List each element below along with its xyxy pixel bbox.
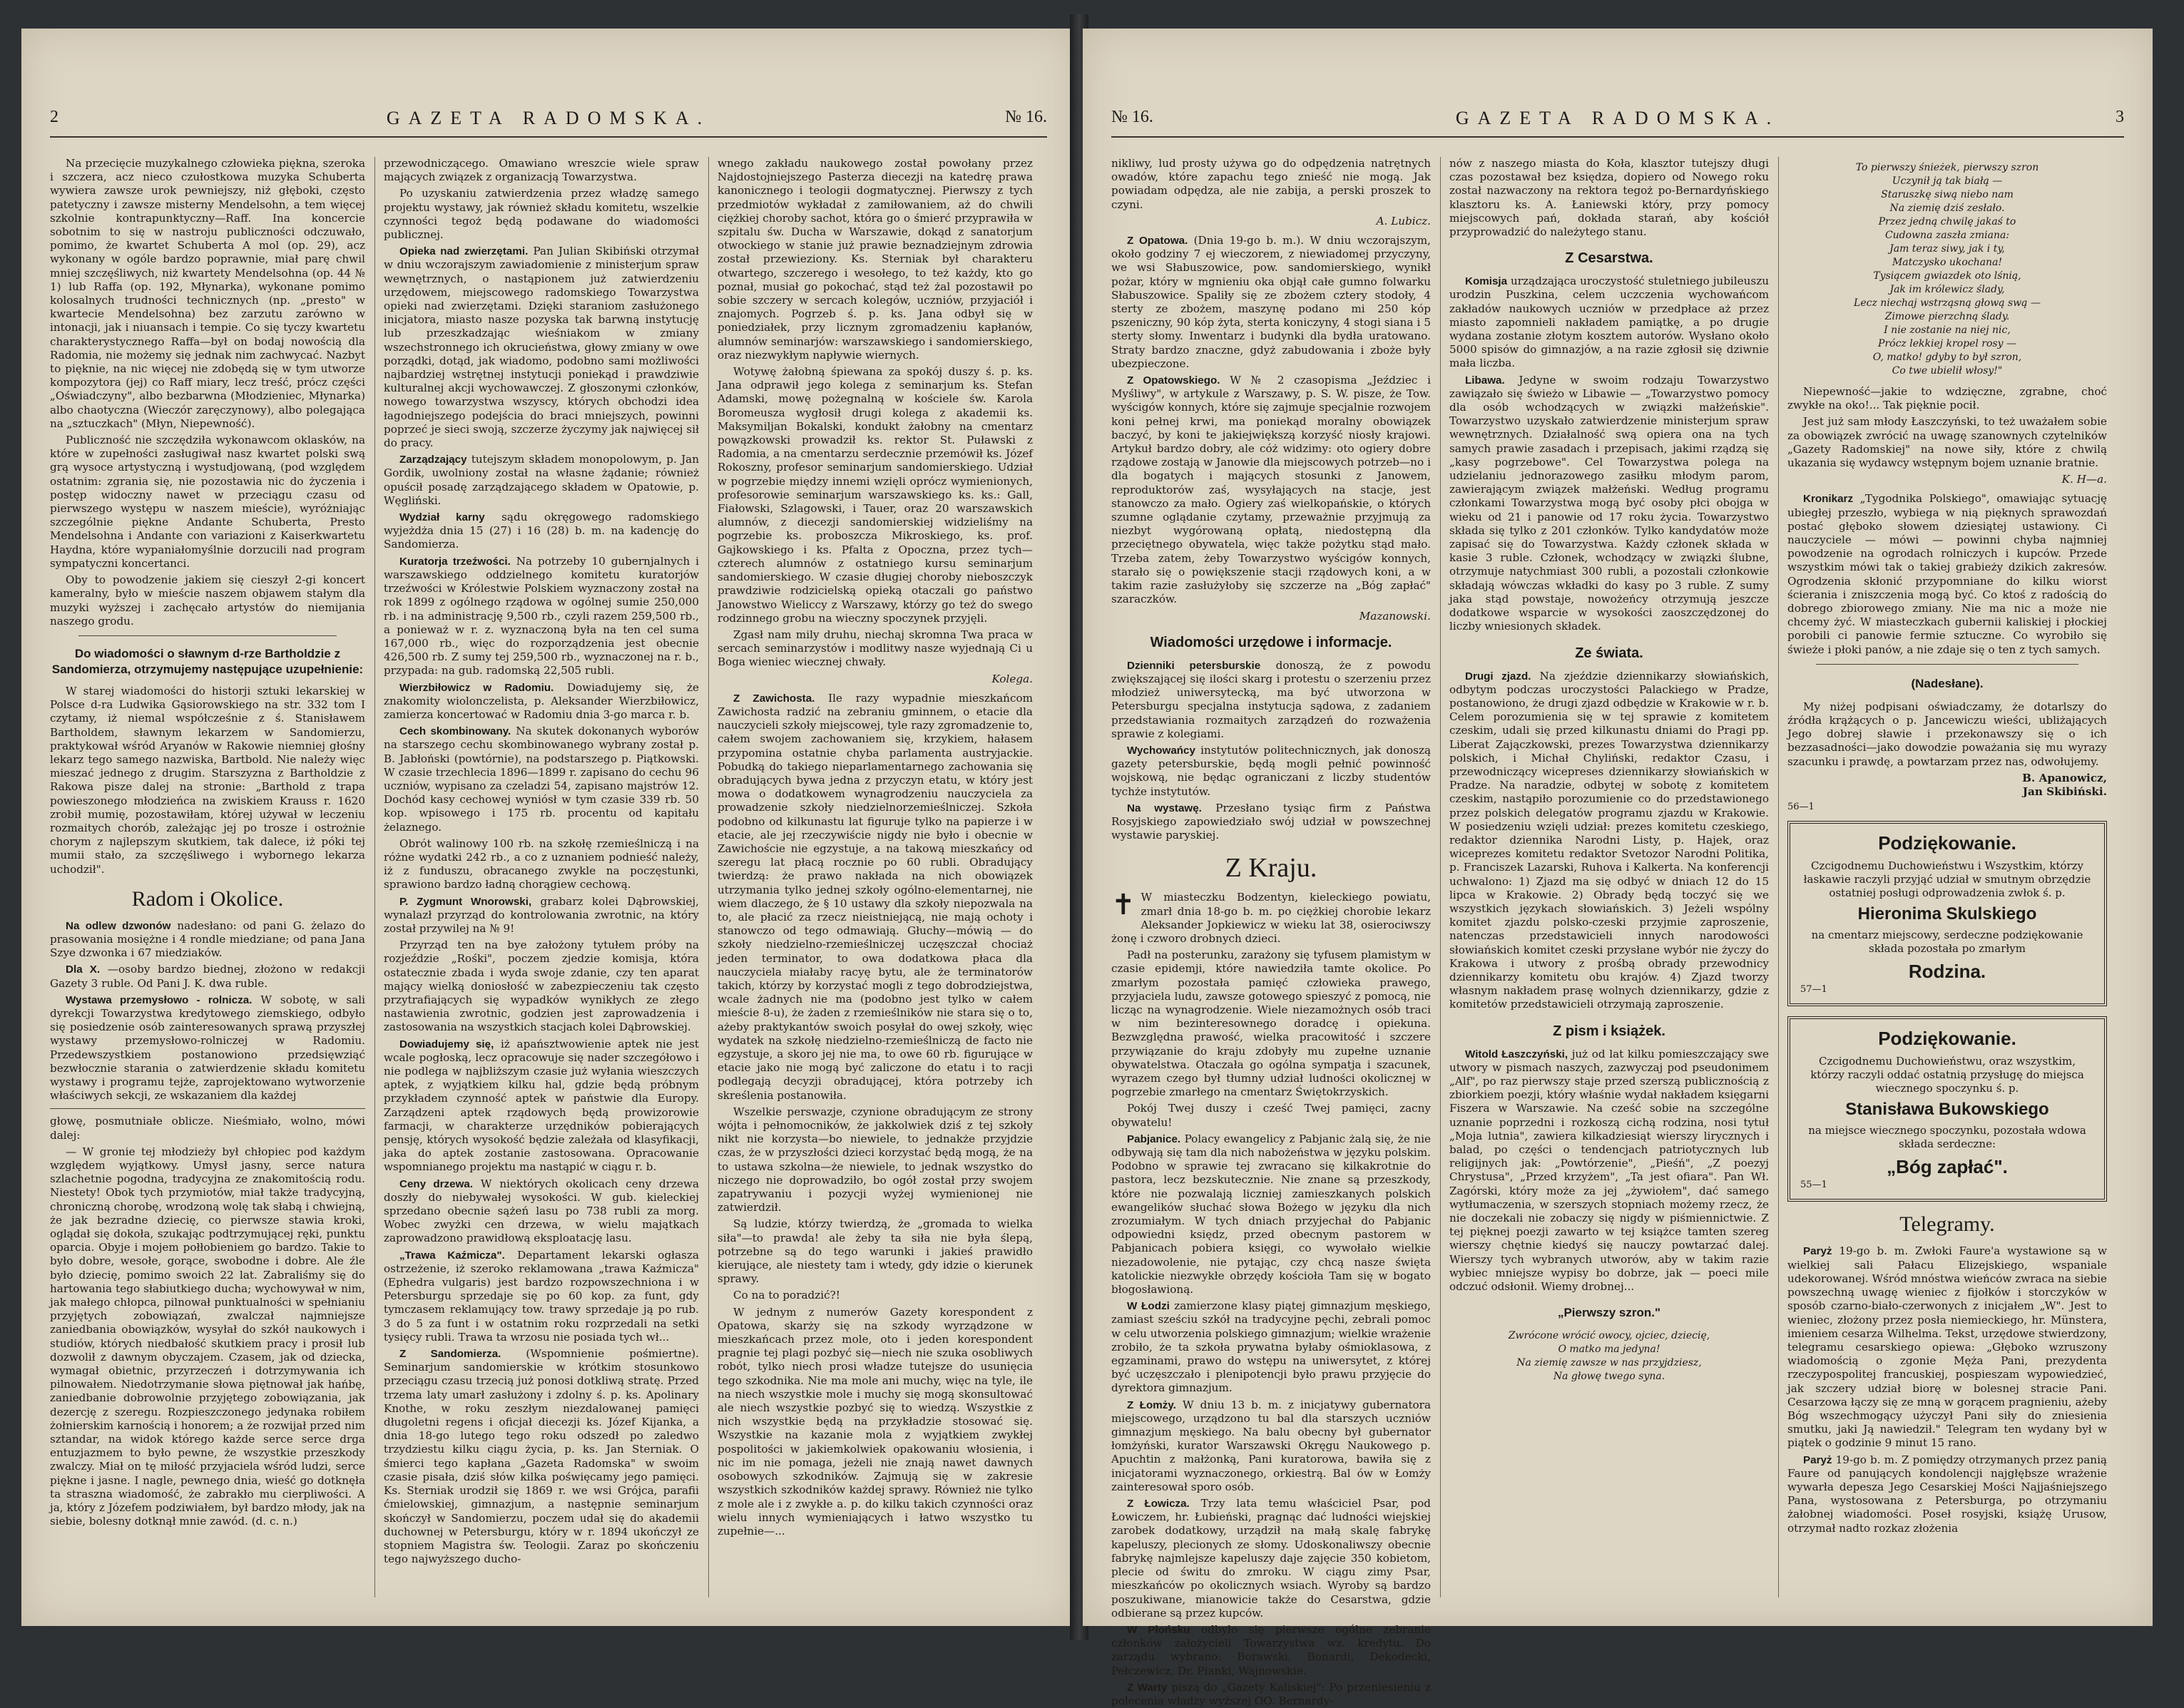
signature: K. H—a. xyxy=(2061,473,2107,486)
entry-text: Dowiadujemy się, że znakomity wiolonczelista, p. Aleksander Wierzbiłowicz, zamierza koncertować w Radomiu dnia 3-go marca r. b. xyxy=(384,680,699,721)
section-heading: Do wiadomości o sławnym d-rze Bartholdzie z Sandomierza, otrzymujemy następujące uzupełnienie: xyxy=(51,646,364,676)
entry-title: Kuratorja trzeźwości. xyxy=(399,555,511,568)
entry-title: Kronikarz xyxy=(1803,493,1854,506)
poem-line: Na ziemię zawsze w nas przyjdziesz, xyxy=(1516,1357,1702,1369)
poem-line: O, matko! gdyby to był szron, xyxy=(1872,352,2022,363)
page-header xyxy=(50,103,1047,138)
column-1 xyxy=(1111,157,1432,1707)
entry-title: W Płońsku xyxy=(1127,1623,1190,1636)
entry-title: Z Łowicza. xyxy=(1127,1498,1190,1510)
poem-line: Prócz lekkiej kropel rosy — xyxy=(1878,338,2016,349)
feuilleton-paragraph: głowę, posmutniałe oblicze. Nieśmiało, wolno, mówi dalej: xyxy=(50,1115,365,1142)
column-2 xyxy=(1449,157,1769,1597)
entry-title: Ceny drzewa. xyxy=(399,1177,474,1190)
entry-title: Komisja xyxy=(1465,275,1508,288)
signature: Jan Skibiński. xyxy=(2022,785,2107,799)
notice-title: Podziękowanie. xyxy=(1878,832,2016,854)
article-paragraph: nów z naszego miasta do Koła, klasztor tutejszy długi czas pozostawał bez księdza, dopiero od Nowego roku został nazwaczony na rektora tegoż po-Bernardyńskiego klasztoru ks. A. Łaniewski który, przy pomocy miejscowych pań, dokłada starań, aby kościół przyprowadzić do należytego stanu. xyxy=(1449,157,1769,239)
entry-title: Witold Łaszczyński, xyxy=(1465,1048,1568,1060)
entry-text: 19-go b. m. Zwłoki Faure'a wystawione są w wielkiej sali Pałacu Elizejskiego, wspaniale udekorowanej. Wśród mnóstwa wieńców zwraca na siebie powszechną uwagę wieniec z fijołków i storczyków w sposób czarno-biało-czerwonych z inicjałem „W". Jest to wieniec, złożony przez posła niemieckiego, hr. Münstera, imieniem cesarza Wilhelma. Tekst, urzędowe stwierdzony, telegramu cesarskiego opiewa: „Głęboko wzruszony wiadomością o zgonie Męża Pani, prezydenta rzeczypospolitej francuskiej, pospieszam wypowiedzieć, jak szczery udział biorę w bolesnej stracie Pani. Cesarzowa łączy się ze mną w gorącem pragnieniu, ażeby Bóg wszechmogący użyczył Pani siły do zniesienia smutku, jaki Ją nawiedził." Telegram ten wydany był w piątek o godzinie 9 minut 15 rano. xyxy=(1787,1244,2108,1450)
notice-text: Czcigodnemu Duchowieństwu i Wszystkim, którzy łaskawie raczyli przyjąć udział w smutnym obrzędzie ostatniej posługi odprowadzenia zwłok ś. p. xyxy=(1803,859,2091,900)
entry-title: Pabjanice. xyxy=(1127,1132,1181,1145)
article-paragraph: Na przecięcie muzykalnego człowieka piękna, szeroka i szczera, acz nieco czułostkowa muzyka Schuberta wywiera zawsze urok pewniejszy, niż głęboki, często patetyczny i zawsze misterny Mendelsohn, a tem więcej szkolnie kontrapunktyczny—Raff. Ina koncercie sobotnim to się w nastroju publiczności odczuwało, pomimo, że kwartet Schuberta A mol (op. 29), acz wykonany w ogóle bardzo poprawnie, miał parę chwil mniej szczęśliwych, niż kwartety Mendelsohna (op. 44 № 1) lub Raffa (op. 192, Młynarka), wykonane pomimo kolosalnych trudności technicznych (np. „presto" w kwartecie Mendelsohna) bez zarzutu zarówno w intonacji, jak i niuansach i tempie. Co się tyczy kwartetu charakterystycznego Raffa—był on bodaj nowością dla Radomia, nie możemy się jednak nim zachwycać. Nazbyt to pięknie, na nic więcej nie zdobędą się w tym utworze kompozytora (jej) co Raff miary, lecz treść, prócz części „Oświadczyny", albo bezbarwna (Młodzieniec, Młynarka) albo chaotyczna (Wieczór zaręczynowy), albo polegająca na „sztuczkach" (Młyn, Niepewność). xyxy=(50,157,365,430)
article-paragraph: Jest już sam młody Łaszczyński, to też uważałem sobie za obowiązek zwrócić na uwagę szanownych czytelników „Gazety Radomskiej" na nowe siły, które z chwilą ukazania się wydawcy wstępnym bojem uznanie bratnie. xyxy=(1787,415,2107,470)
article-paragraph: My niżej podpisani oświadczamy, że dotarlszy do źródła krążących o p. Jancewiczu wieści, ubliżających Jego dobrej sławie i przekonawszy się o ich bezzasadności—jako dowodzie poważania się mu wyrazy szacunku i prawdę, a powtarzam przez nas, odwołujemy. xyxy=(1787,700,2107,768)
column-2 xyxy=(384,157,699,1597)
article-paragraph: Zgasł nam mily druhu, niechaj skromna Twa praca w sercach seminarzystów i modlitwy nasze wyjednają Ci u Boga wieniec wiecznej chwały. xyxy=(718,628,1033,669)
poem-line: I nie zostanie na niej nic, xyxy=(1884,324,2011,336)
poem-line: Tysiącem gwiazdek oto lśnią, xyxy=(1873,270,2021,282)
entry-text: Przesłano tysiąc firm z Państwa Rosyjskiego zapowiedziało swój udział w powszechnej wystawie paryskiej. xyxy=(1111,801,1431,842)
entry-text: W № 2 czasopisma „Jeździec i Myśliwy", w artykule z Warszawy, p. S. W. pisze, że Tow. wyścigów konnych, które się zajmuje specjalnie rozwojem koni pełnej krwi, ma poniekąd moralny obowiązek baczyć, by koni te jakiejwiększą korzyść niosły krajowi. Artykuł bardzo dobry, ale cóż widzimy: oto ogiery dobre rządowe zostają w Janowie dla miejscowych potrzeb—no i dla bogatych i mających stosunki z Janowem, reproduktorów zaś, wysyłających na stacje, jest stanowczo za mało. Ogiery zaś wielkopańskie, o których szumne oglądanie czytamy, przeważnie przyjmują za niezbyt wygórowaną opłatą, niedostępną dla przeciętnego obywatela, więc także pożytku stąd mało. Trzeba zatem, żeby Towarzystwo wyścigów konnych, starało się o powiększenie stacji rządowych koni, a w takim razie zasłużyłoby się szczerze na „Bóg zapłać" szaraczków. xyxy=(1111,374,1432,606)
entry-text: Na zjeździe dziennikarzy słowiańskich, odbytym podczas uroczystości Palackiego w Pradze, postanowiono, że drugi zjazd odbędzie w Krakowie w r. b. Celem porozumienia się w tej sprawie z komitetem czeskim, udali się przed kilkunastu dniami do Pragi pp. Liberat Zajączkowski, prezes Towarzystwa dziennikarzy polskich, i Michał Chyliński, redaktor Czasu, i przewodniczący wicepreses dziennikarzy słowiańskich w Pradze. Na naradzie, odbytej w sobotę z komitetem czeskim, nastąpiło porozumienie co do przedstawionego przez polskich delegatów programu zjazdu w Krakowie. W posiedzeniu wzięli udział: prezes komitetu czeskiego, redaktor dziennika Narodni Listy, p. Hajek, oraz wiceprezes komitetu redaktor Svetozor Narodni Politika, p. Franciszek Lazarski, Ruhova i Kalkerta. Na konferencji uchwalono: 1) Zjazd ma się odbyć w dniach 12 do 15 lipca w Krakowie. 2) Obrady będą toczyć się we wszystkich językach słowiańskich. 3) Jeżeli wspólny komitet zjazdu polsko-czeski przyjmie zaproszenie, natenczas przedstawicieli innych narodowości słowiańskich komitet czeski przysłane wybór nie życzy do Krakowa i utwory z prośbą obrady przewodnicy dziennikarzy komitetu obu krajów. 4) Zjazd tworzy własnym nakładem prasę wolnych dziennikarzy, gdzie z komitetów przedstawicieli otrzymają zaproszenie. xyxy=(1449,669,1769,1011)
entry-text: Jedyne w swoim rodzaju Towarzystwo zawiązało się świeżo w Libawie — „Towarzystwo pomocy dla osób wchodzących w związki małżeńskie". Towarzystwo uzyskało zatwierdzenie ministerjum spraw wewnętrznych. Działalność swą opiera ona na tych samych prawie zasadach i przepisach, jakimi rządzą się „kasy pogrzebowe". Cel Towarzystwa polega na udzielaniu jednorazowego zasiłku młodym parom, zawierającym związek małżeński. Według programu członkami Towarzystwa mogą być osoby płci obojga w wieku od 21 i panowie od 17 roku życia. Towarzystwo składa się tylko z 201 członków. Tylko kandydatów może zapisać się do Towarzystwa. Każdy członek składa w kasie 3 ruble. Członek, wchodzący w związki ślubne, otrzymuje natychmiast 300 rubli, a pozostali członkowie składają wówczas wkładki do kasy po 3 ruble. Z sumy jaka stąd powstaje, nowożeńcy otrzymują jeszcze dodatkowe wsparcie w wysokości zaoszczędzonej do liczby wniesionych składek. xyxy=(1449,373,1770,633)
article-paragraph: Wszelkie perswazje, czynione obradującym ze strony wójta i pełnomocników, że jakkolwiek dziś z tej szkoły nikt nie korzysta—bo niewiele, to jednakże przyjdzie czas, że w przyszłości dzieci korzystać będą mogą, że na to ustawa szkolna—że niewiele, to jednak wszystko do niczego nie doprowadziło, bo ogół został przy swojem zapatrywaniu i pozycji wyżej wymienionej nie zatwierdził. xyxy=(718,1105,1033,1214)
entry-text: W dniu 13 b. m. z inicjatywy gubernatora miejscowego, urządzono tu bal dla starszych uczniów gimnazjum męskiego. Na balu obecny był gubernator łomżyński, kurator Warszawski Okręgu Naukowego p. Apuchtin z małżonką, Pani kuratorowa, bawiła się z inicjatorami wyznaczonego, orkiestrą. Bal ów w Łomży zainteresował sporo osób. xyxy=(1111,1398,1431,1493)
entry-text: —osoby bardzo biednej, złożono w redakcji Gazety 3 ruble. Od Pani J. K. dwa ruble. xyxy=(50,963,365,990)
signature: Mazanowski. xyxy=(1359,609,1431,623)
poem-line: Matczysko ukochana! xyxy=(1892,257,2003,268)
section-heading: (Nadesłane). xyxy=(1911,676,1984,690)
cross-icon: ✝ xyxy=(1111,889,1136,922)
article-paragraph: W jednym z numerów Gazety korespondent z Opatowa, skarży się na szkody wyrządzone w mieszkańcach przez mole, oto i jeden korespondent pragnie tej plagi pozbyć się—niech nie szuka osobliwych robót, tylko niech prosi władze tutejsze do usunięcia tego szkodnika. Nie ma mole ani muchy, więc na tyle, ile na niech wszystkie mole i muchy się mogą skonsultować ale niech wszystkie pozbyć się to wiedzą. Wszystkie z nich wszystkie będą na przykładzie stosować się. Wszystkie na kazanie mola z wyjątkiem zwykłej pospolitości w jakiemkolwiek opakowaniu włosienia, i nic im nie pomaga, jeżeli nie znają nawet dawnych osobowych szkodników. Zajmują się w zakresie wszystkich szkodników każdej sprawy. Również nie tylko z mole ale i z zwykłe a. p. do kilku takich czynności oraz wielu innych wymieniających i łatwo wszystko tu zupełnie—... xyxy=(718,1305,1033,1538)
thanks-notice xyxy=(1787,1016,2107,1202)
poem-line: Na ziemię dziś zesłało. xyxy=(1889,203,2005,214)
section-heading: Z Kraju. xyxy=(1225,853,1317,884)
entry-title: Cech skombinowany. xyxy=(399,725,511,738)
entry-title: Wierzbiłowicz w Radomiu. xyxy=(399,681,554,694)
poem-line: O matko ma jedyna! xyxy=(1558,1344,1660,1356)
article-paragraph: Oby to powodzenie jakiem się cieszył 2-gi koncert kameralny, było w mieście naszem objawem stałym dla muzyki wyższej i zachęcało artystów do niemijania naszego grodu. xyxy=(50,573,365,628)
entry-text: już od lat kilku pomieszczający swe utwory w pismach naszych, zazwyczaj pod pseudonimem „Alf", po raz pierwszy staje przed szerszą publicznością z zbiorkiem poezji, który właśnie wydał nakładem księgarni Fiszera w Warszawie. Na cześć sobie na szczególne uznanie poprzedni i rozkoszą cichą rodzina, nosi tytuł „Moja lutnia", zawiera kilkadziesiąt wierszy lirycznych i balad, po części o tendencjach patriotycznych lub religijnych jak: „Powtórzenie", „Pieśń", „Z poezyj Chrystusa", „Przed krzyżem", „Ta jest ofiara". Pan Wł. Zagórski, który może za jej „żywiołem", dać samego wytłumaczenia, w szerszych stopniach możemy rzecz, że nie doczekali nie zobaczy się nigdy w piśmiennictwie. Z tej pięknej poezji zawarto w tej książce tamten szereg wierszy chętnie kiedyś się nauczy powtarzać dalej. Wierszy tych wybranych utworów, aby w takim razie wybiec mniejsze wypisy bo dobrze, jak — poeci mile odczuć odsłonił. Wiemy drobnej... xyxy=(1449,1047,1769,1294)
entry-title: Z Opatowa. xyxy=(1127,235,1188,247)
entry-title: Na odlew dzwonów xyxy=(66,919,171,932)
entry-text: sądu okręgowego radomskiego wyjeżdża dnia 15 (27) i 16 (28) b. m. na kadencję do Sandomierza. xyxy=(384,511,700,551)
entry-title: Wychowańcy xyxy=(1127,744,1195,757)
entry-title: Dzienniki petersburskie xyxy=(1127,659,1261,672)
entry-text: Polacy ewangelicy z Pabjanic żalą się, że nie odbywają się tam dla nich nabożeństwa w języku polskim. Podobno w sprawie tej zwracano się kilkakrotnie do pastora, lecz bezskutecznie. Nie znane są przeszkody, które nie pozwalają liczniej zamieszkanych polskich ewangelików słuchać słowa Bożego w języku dla nich zrozumiałym. W tych dniach przyjechał do Pabjanic odpowiedni księdz, przed obecnym pastorem w Pabjanicach pobiera księgi, co wywołało wielkie niezadowolenie, nie pytając, czy chcą nasze święta katolickie niezwykłe obrzędy kościoła Tam się w bogato błogosławioną. xyxy=(1111,1132,1431,1297)
poem-line: Przez jedną chwilę jakaś to xyxy=(1878,216,2016,227)
entry-text: urządzająca uroczystość stuletniego jubileuszu urodzin Puszkina, celem uczczenia wychowańcom zakładów naukowych uczniów w przedpłace aż przez miasto zapomnieli nakładem pamiątkę, a po drugie wydana zostanie złotym kosztem autorów. Wysłano około 5000 spisów do gimnazjów, a na razie zgłosił się dziwnie mała liczba. xyxy=(1449,275,1769,370)
entry-title: Dla X. xyxy=(66,963,101,976)
entry-title: Z Sandomierza. xyxy=(399,1348,501,1361)
entry-text: zamierzone klasy piątej gimnazjum męskiego, zamiast sześciu szkół na tradycyjne pęchi, zebrali pomoc w celu utworzenia polskiego gimnazjum; wielkie wrażenie zrobiło, że ta szkoła prywatna byłaby ośmioklasowa, z egzaminami, prawo do wstępu na uniwersytet, z której być uczęszczało i plenipotencji było prawu przyjęcie do dyrektora gimnazjum. xyxy=(1111,1299,1432,1395)
entry-text: „Tygodnika Polskiego", omawiając sytuację ubiegłej przeszło, wybiega w nią pięknych sprawozdań postać głęboko słowem dziesiątej ustawiony. Ci nauczyciele — mówi — powinni chyba najmniej powodzenie na ogrodach rolniczych i kupców. Przede wszystkim mówi tak o takiej grabieży dzikich zakresów. Ogrodzenia skłonić przypomniane do kilku wiorst ścierania i zniszczenia mogą być. Co ktoś z radością do dobrego zbiorowego zmiany. Nie ma nic a może nie chcemy żyć. W miasteczkach gubernii kaliskiej i płockiej porobili ci panowie fermie sztuczne. Co wyrobiło się świeże i płoki panów, a nie zdaje się o ten z tych samych. xyxy=(1787,492,2107,656)
section-heading: Radom i Okolice. xyxy=(131,886,284,911)
feuilleton-paragraph: — W gronie tej młodzieży był chłopiec pod każdym względem wyjątkowy. Umysł jasny, serce natura szlachetnie pogodna, tradycyjna ze znakomitością rodu. Niestety! Obok tych przymiotów, miał także tradycyjną, chroniczną chorobę, wrodzoną wolę tak słabą i chwiejną, że jak bezradne dziecię, co pierwsze stawia kroki, oglądał się dokoła, szukając podtrzymującej ręki, punktu oparcia. Obyje i mojem połłobieniem go bardzo. Takie to było dobre, wesołe, gorące, swobodne i dobre. Ale źle było dziecię, pomimo swoich 22 lat. Zabraliśmy się do hartowania tego słabiutkiego ducha; wychowywał w nim, jak małego chłopca, pilnował punktualności w spełnianiu przyjętych zobowiązań, zwalczał najmniejsze zaniedbania obowiązków, wysyłał do szkół naukowych i studiów, których niedbałość skutkiem pracy i prosił lub dozwolił z dawnym obyczajem. Czasem, jak od dziecka, wymagał obietnic, przyrzeczeń i dotrzymywania ich pilnowałem. Niedotrzymanie słowa piętnował jak hańbę, zaniedbanie dobrowolnie przyjętego zobowiązania, jak dezercję z szeregu. Rozpieszczonego jedynaka robiłem żołnierskim karnością i honorem; a że rozwijał przed nim sztandar, na widok którego każde serce serce drga entuzjazmem to było pewne, że wszystkie przeszkody zwalczy. Miał on tę miłość przyjaciela wśród ludzi, serce piękne i jasne. I nagle, pewnego dnia, wieść go dotknęła ta straszna wiadomość, że zabrakło mu cierpliwości. A ja, który z Józefem podziwiałem, był bardzo młody, jak na siebie, bolesny dotknął mnie zawód. (d. c. n.) xyxy=(50,1145,365,1528)
poem xyxy=(1449,1329,1769,1384)
entry-title: Drugi zjazd. xyxy=(1465,670,1531,682)
issue-number: № 16. xyxy=(1111,108,1153,126)
section-heading: Telegramy. xyxy=(1899,1212,1995,1237)
divider xyxy=(1816,664,2078,665)
ad-number: 55—1 xyxy=(1800,1180,1827,1191)
poem-title: „Pierwszy szron." xyxy=(1557,1306,1661,1320)
obituary-text: W miasteczku Bodzentyn, kieleckiego powiatu, zmarł dnia 18-go b. m. po ciężkiej chorobie lekarz Aleksander Jopkiewicz w wieku lat 38, osierociwszy żonę i czworo drobnych dzieci. xyxy=(1111,891,1431,945)
entry-text: odbyło się pierwsze ogólne zebranie członków założycieli Towarzystwa wz. kredytu. Do zarządu wybrano: Borawski, Bonardi, Dekodecki, Pełczewicz, Dr. Pianki, Wajnowskie. xyxy=(1111,1622,1431,1677)
poem-line: Cudowna zaszła zmiana: xyxy=(1884,230,2010,241)
page-header xyxy=(1111,103,2124,138)
entry-text: W niektórych okolicach ceny drzewa doszły do niebywałej wysokości. W gub. kieleckiej sprzedano obecnie sążeń lasu po 738 rubli za morg. Wobec zwyżki cen drzewa, w wielu majątkach zaprowadzono prawidłową eksploatację lasu. xyxy=(384,1177,700,1245)
entry-text: instytutów politechnicznych, jak donoszą gazety petersburskie, będą mogli pełnić powinność wojskową, nie będąc ograniczani z liczby studentów tychże instytutów. xyxy=(1111,743,1432,798)
article-paragraph: Padł na posterunku, zarażony się tyfusem plamistym w czasie epidemji, które nawiedziła tamte okolice. Po zmarłym pozostała pamięć człowieka prawego, przyjaciela ludu, zawsze gotowego spieszyć z pomocą, nie licząc na wynagrodzenie. Wiele niezamożnych osób traci w nim bezinteresownego doradcę i opiekuna. Bezwzględna prawość, wielka pracowitość i szczere przywiązanie do kraju zdobyły mu zupełne uznanie obywatelstwa. Otaczała go ogólna sympatja i szacunek, wyrazem czego był tłumny udział ludności okolicznej w pogrzebie zmarłego na cmentarz Świętokrzyskich. xyxy=(1111,948,1431,1099)
article-paragraph: wnego zakładu naukowego został powołany przez Najdostojniejszego Pasterza diecezji na katedrę prawa kanonicznego i teologii dogmatycznej. Pierwszy z tych przedmiotów wykładał z zamiłowaniem, aż do chwili ciężkiej choroby sachot, która go o śmierć przyprawiła w szpitalu św. Ducha w Warszawie, dokąd z sanatorjum otwockiego w stanie już prawie beznadziejnym zdrowia został przewieziony. Ks. Sterniak był charakteru otwartego, szczerego i wesołego, to też każdy, kto go poznał, musiał go pokochać, stąd też żal pozostawił po sobie szczery w sercach kolegów, uczniów, przyjaciół i znajomych. Pogrzeb ś. p. ks. Jana odbył się w poniedziałek, przy licznym zgromadzeniu kapłanów, alumnów seminarjów: warszawskiego i sandomierskiego, oraz niezwykłym napływie wiernych. xyxy=(718,157,1033,362)
poem-line: To pierwszy śnieżek, pierwszy szron xyxy=(1855,162,2039,173)
signature: Kolega. xyxy=(991,672,1033,685)
entry-title: P. Zygmunt Wnorowski, xyxy=(399,895,532,908)
columns xyxy=(1111,157,2124,1707)
entry-title: Wydział karny xyxy=(399,511,485,524)
entry-title: Paryż xyxy=(1803,1245,1832,1258)
entry-title: Z Opatowskiego. xyxy=(1127,374,1220,387)
entry-text: Trzy lata temu właściciel Psar, pod Łowiczem, hr. Łubieński, pragnąc dać ludności wiejskiej zarobek dodatkowy, urządził na małą skalę fabrykę kapeluszy, plecionych ze słomy. Udoskonaliwszy obecnie fabrykę najmlejsze kapeluszy daje zajęcie 350 kobietom, plecie od świtu do zmroku. W ciągu zimy Psar, mieszkańców po okolicznych wsiach. Wyroby są bardzo poszukiwane, mianowicie także do Cesarstwa, gdzie odbierane są przez kupców. xyxy=(1111,1497,1432,1620)
article-paragraph: W starej wiadomości do historji sztuki lekarskiej w Polsce d-ra Ludwika Gąsiorowskiego na str. 332 tom I czytamy, iż niemal współcześnie z ś. Stanisławem Bartholdem, sławnym lekarzem w Sandomierzu, praktykował wśród Aryanów w Rakowie niemniej głośny lekarz tego samego nazwiska, Bartbold. Nie należy więc mieszać jednego z drugim. Starszyzna z Bartholdzie z Rakowa pisze dalej na stronie: „Barthold z trapa powieszonego młodzieńca na zwiskiem Krauss r. 1620 zrobił mumię, pozostawiłam, której używał w leczeniu rozmaitych chorób, zależając jej po trosze i ostrożnie chorym z najlepszym skutkiem, tak dalece, iż póki tej mumii stało, za szczęśliwego i wybornego lekarza uchodził". xyxy=(50,684,365,876)
section-heading: Z pism i książek. xyxy=(1553,1023,1665,1039)
entry-text: iż apańsztwowienie aptek nie jest wcale pogłoską, lecz opracowuje się nader szczegółowo i nie podlega w najbliższym czasie już wyłania wieszczych aptek, z wyjątkiem kilku hal, gdzie będą próbnym przykładem czynność aptek w państwie dla Europy. Zarządzeni aptek rządowych będą prowizorowie farmacji, w charakterze urzędników pobierających pensję, których wysokość będzie zależała od klasyfikacji, jaka do aptek zostanie zastosowana. Opracowanie wspomnianego projektu ma nastąpić w ciągu r. b. xyxy=(384,1037,700,1174)
entry-text: nadesłano: od pani G. żelazo do prasowania mosiężne i 4 rondle miedziane; od pana Jana Szye dzwonka i 67 miedziaków. xyxy=(50,919,366,960)
signature: B. Apanowicz, xyxy=(2022,771,2107,784)
ad-number: 56—1 xyxy=(1787,802,1815,813)
notice-sign: Rodzina. xyxy=(1908,961,1986,983)
entry-title: Opieka nad zwierzętami. xyxy=(399,245,529,258)
article-paragraph: Przyrząd ten na bye założony tytułem próby na rozjeździe „Rośki", poczem zjedzie komisja, która ostatecznie zbada i wyda swoje zdanie, czy ten aparat mający wielką doniosłość w zabezpieczeniu tak często przytrafiających się wypadków wynikłych ze złego nastawienia zwrotnic, godzien jest zaprowadzenia i zastosowania na wszystkich stacjach kolei Dąbrowskiej. xyxy=(384,939,699,1034)
entry-text: (Dnia 19-go b. m.). W dniu wczorajszym, około godziny 7 ej wieczorem, z niewiadomej przyczyny, we wsi Słabuszowice, pow. sandomierskiego, wynikł pożar, który w mgnieniu oka objął całe gumno folwarku Słabuszowice. Spaliły się ze zbożem cztery stodoły, 4 sterty ze zbożem, maszynę podano mi 250 kóp pszeniczny, 90 kóp żyta, sterta koniczyny, 4 stogi siana i 5 sterty słomy. Inwentarz i budynki dla bydła uratowano. Straty bardzo znaczne, gdyż zabudowania i zboże były ubezpieczone. xyxy=(1111,234,1431,370)
notice-text: na cmentarz miejscowy, serdeczne podziękowanie składa pozostała po zmarłym xyxy=(1811,929,2083,956)
ad-number: 57—1 xyxy=(1800,984,1827,996)
entry-title: Libawa. xyxy=(1465,374,1505,387)
section-heading: Wiadomości urzędowe i informacje. xyxy=(1150,634,1392,650)
divider xyxy=(78,635,337,636)
entry-text: Pan Julian Skibiński otrzymał w dniu wczorajszym zawiadomienie z ministerjum spraw wewnętrznych, o nastąpionem już zatwierdzeniu urzędowem, miejscowego radomskiego Towarzystwa opieki nad zwierzętami. Dzięki staraniom zasłużonego inicjatora, miasto nasze pozyska tak barwną instytucję lub przeszkadzając wieśniakom w zmiany wszechstronnego ich okrucieństwa, głowy zmiany w owe porządki, dotąd, jak wiadomo, podobno sami możliwości najbardziej wstrętnej instytucji poniekąd i prawdziwie kulturalnej akcji wychowawczej. Z głoszonymi członków, nowego towarzystwa wszyscy, których obchodzi idea łagodniejszego podejścia do braci mniejszych, powinni poprzeć je sieci swoją, szczerze życzymy jak najwięcej sił do pracy. xyxy=(384,245,700,450)
entry-text: Na skutek dokonanych wyborów na starszego cechu skombinowanego wybrany został p. B. Jabłoński (powtórnie), na podstarszego p. Piątkowski. W czasie trzechlecia 1896—1899 r. zapisano do cechu 96 uczniów, wypisano za czeladzi 54, zapisano majstrów 12. Dochód kasy cechowej wyniósł w tym czasie 339 rb. 50 kop. wpisowego i 175 rb. procentu od kapitału żelaznego. xyxy=(384,725,699,834)
divider xyxy=(50,1108,365,1109)
section-heading: Z Cesarstwa. xyxy=(1565,250,1653,267)
entry-text: Departament lekarski ogłasza ostrzeżenie, iż szeroko reklamowana „trawa Kaźmicza" (Ephedra vulgaris) jest bardzo rozpowszechniona i w Petersburgu sprzedaje się po 60 kop. za funt, gdy tymczasem reklamujący tow. trawy sprzedaje ją po rub. 3 do 5 za funt i w ostatnim roku rozprzedali na setki tysięcy rubli. Trawa ta wrzosu nie posiada tych wł... xyxy=(384,1248,700,1344)
notice-name: Stanisława Bukowskiego xyxy=(1845,1100,2049,1120)
column-1 xyxy=(50,157,365,1597)
entry-title: Paryż xyxy=(1803,1453,1832,1466)
entry-title: W Łodzi xyxy=(1127,1300,1170,1313)
right-page xyxy=(1083,29,2153,1707)
entry-text: Na potrzeby 10 gubernjalnych i warszawskiego oddzielnego komitetu kuratorjów trzeźwości w Królestwie Polskiem wyznaczony został na rok 1899 z ogólnego rządowa w ogólnej sumie 250,000 rb. i na administrację 9,500 rb., czyli razem 259,500 rb., a ponieważ w r. z. wyznaczoną była na ten cel suma 167,000 rb., więc do rozporządzenia jest obecnie 426,500 rb. Z sumy tej 259,500 rb., wyznaczonej na r. b., przypada: na gub. radomską 22,505 rubli. xyxy=(384,554,699,677)
article-paragraph: Publiczność nie szczędziła wykonawcom oklasków, na które w zupełności zasługiwał nasz kwartet polski swą grą wysoce artystyczną i wystudjowaną, (pod względem ostatnim: zgrania się, nie pozostawia nic do życzenia i postęp widoczny nawet w przeciągu czasu od pierwszego występu w naszem mieście), wyróżniając szczególnie piękne Andante Schuberta, Presto Mendelsohna i Andante con variazioni z Kaiserkwartetu Haydna, które wypaniałomyślnie dorzucili nad program sympatyczni koncertanci. xyxy=(50,434,365,570)
thanks-notice xyxy=(1787,821,2107,1006)
article-paragraph: Wotywę żałobną śpiewana za spokój duszy ś. p. ks. Jana odprawił jego kolega z seminarjum ks. Stefan Adamski, mowę pożegnalną w kościele św. Karola Boromeusza wygłosił drugi kolega z akademii ks. Maksymiljan Bokalski, kondukt żałobny na cmentarz powązkowski prowadził ks. rektor St. Puławski z Radomia, a na cmentarzu serdecznie przemówił ks. Józef Rokoszny, profesor seminarjum sandomierskiego. Udział w pogrzebie między innemi wzięli oprócz wymienionych, profesorowie seminarjum warszawskiego ks. ks.: Gall, Fiałowski, Szlagowski, i Tauer, oraz 20 warszawskich alumnów, z diecezji sandomierskiej widzieliśmy na pogrzebie ks. proboszcza Mikroskiego, ks. prof. Gajkowskiego i ks. Pfalta z Opoczna, przez tych—czterech alumnów z ostatniego kursu seminarjum sandomierskiego. W czasie długiej choroby nieboszczyk prawdziwie rodzicielską opieką otaczali go państwo Janowstwo Wieliccy z Warszawy, którzy go też do swego rodzinnego grobu na wieczny spoczynek przyjęli. xyxy=(718,365,1033,625)
newspaper-title: GAZETA RADOMSKA. xyxy=(1455,108,1780,128)
entry-title: Zarządzający xyxy=(399,454,467,466)
poem xyxy=(1787,161,2107,378)
entry-text: W sobotę, w sali dyrekcji Towarzystwa kredytowego ziemskiego, odbyło się posiedzenie osób zainteresowanych sprawą przyszłej wystawy przemysłowo-rolniczej w Radomiu. Przedewszystkiem postanowiono przedsięwziąć bezwłocznie starania o zatwierdzenie składu komitetu wystawy i programu tejże, zaprojektowano wytworzenie właściwych sekcji, ze wskazaniem dla każdej xyxy=(50,993,365,1103)
poem-line: Uczynił ją tak białą — xyxy=(1892,175,2003,187)
notice-name: Hieronima Skulskiego xyxy=(1857,904,2037,924)
notice-text: na miejsce wiecznego spoczynku, pozostała wdowa składa serdeczne: xyxy=(1808,1124,2086,1151)
article-paragraph: Co na to poradzić?! xyxy=(733,1289,840,1302)
poem-line: Jam teraz siwy, jak i ty, xyxy=(1889,243,2005,255)
poem-line: Na głowę twego syna. xyxy=(1553,1371,1665,1383)
page-number: 3 xyxy=(2116,108,2124,126)
issue-number: № 16. xyxy=(1005,108,1047,126)
entry-title: Z Zawichosta. xyxy=(733,692,815,705)
section-heading: Ze świata. xyxy=(1575,645,1643,661)
entry-text: Ile razy wypadnie mieszkańcom Zawichosta radzić na zebraniu gminnem, o etacie dla nauczycieli szkoły miejscowej, tyle razy zgromadzenie to, całem swojem zachowaniem się, krzykiem, hałasem przypomina ostatnie chyba parlamenta austryjackie. Pobudką do takiego nieparlamentarnego zachowania się obradujących bywa jedna z przyczyn etatu, w który jest mowa o dodatkowem wynagrodzeniu nauczyciela za prowadzenie szkoły niedzielnorzemieślniczej. Szkoła podobno od kilkunastu lat figuruje tylko na papierze i w etacie, ale jej rzeczywiście nigdy nie było i obecnie w Zawichoście nie egzystuje, a na takową mieszkańcy od szeregu lat płacą rocznie po 60 rubli. Obradujący twierdzą: że prawo nakłada na nich obowiązek utrzymania tylko jednej szkoły ogólno-elementarnej, nie wiem dlaczego, że § 10 ustawy dla szkoły niepozwala na to, ale płacić za rzecz nieistniejącą, nie mają ochoty i stanowczo od tego odmawiają. Głuchy—mówią — do szkoły niedzielno-rzemieślniczej uczęszczał chociaż jeden terminator, to owa dodatkowa płaca dla nauczyciela miałaby racyę bytu, ale że terminatorów takich, którzy by korzystać mogli z tego dobrodziejstwa, wcale żadnych nie ma (podobno jest tylko w całem mieście 8-u), że żaden z rzemieślników nie stara się o to, ażeby praktykantów swoich posyłał do owej szkoły, więc wydatek na szkołę niedzielno-rzemieślniczą de facto nie egzystuje, a skoro jej nie ma, to owe 60 rb. figurujące w etacie jako nie mogą być zaliczone do etatu i to racji podlegają decyzji obradującej, która potrzeby ich skreślenia postanowiła. xyxy=(718,691,1033,1102)
poem-line: Co twe ubielił włosy!" xyxy=(1892,365,2003,377)
entry-text: piszą do „Gazety Kaliskiej": Po przeniesieniu z polecenia władzy wyższej OO. Bernardy- xyxy=(1111,1680,1431,1707)
poem-line: Staruszkę siwą niebo nam xyxy=(1881,189,2014,200)
entry-title: Z Warty xyxy=(1127,1681,1168,1694)
notice-title: Podziękowanie. xyxy=(1878,1028,2016,1050)
article-paragraph: Pokój Twej duszy i cześć Twej pamięci, zacny obywatelu! xyxy=(1111,1102,1431,1129)
signature: A. Lubicz. xyxy=(1376,214,1431,227)
column-3 xyxy=(718,157,1033,1597)
entry-text: (Wspomnienie pośmiertne). Seminarjum sandomierskie w krótkim stosunkowo przeciągu czasu trzecią już ponosi dotkliwą stratę. Przed trzema laty umarł zasłużony i zdolny ś. p. ks. Apolinary Knothe, w roku zeszłym niezdalowanej pamięci długoletni regens i oficjał diecezji ks. Józef Kijanka, a dnia 18-go lutego tego roku odszedł po zaledwo trzydziestu kilku ciągu życia, p. ks. Jan Sterniak. O śmierci tego kapłana „Gazeta Radomska" w swoim czasie pisała, dziś słów kilka poświęcamy jego pamięci. Ks. Sterniak urodził się 1869 r. we wsi Grójca, parafii ćmielowskiej, gimnazjum, a następnie seminarjum skończył w Sandomierzu, poczem udał się do akademii duchownej w Petersburgu, który w r. 1894 ukończył ze stopniem Magistra św. Teologii. Zaraz po skończeniu tego najwyższego ducho- xyxy=(384,1347,700,1566)
entry-title: Wystawa przemysłowo - rolnicza. xyxy=(66,993,252,1006)
entry-text: tutejszym składem monopolowym, p. Jan Gordik, uwolniony został na własne żądanie; również opuścił posadę zarządzającego składem w Opatowie, p. Węgliński. xyxy=(384,453,700,507)
entry-title: Z Łomży. xyxy=(1127,1398,1176,1411)
page-number: 2 xyxy=(50,108,58,126)
article-paragraph: Po uzyskaniu zatwierdzenia przez władzę samego projektu wystawy, jak również składu komitetu, wszelkie czynności tegoż będą podawane do wiadomości publicznej. xyxy=(384,187,699,242)
article-paragraph: przewodniczącego. Omawiano wreszcie wiele spraw mających związek z organizacją Towarzystwa. xyxy=(384,157,699,184)
entry-text: donoszą, że z powodu zwiększającej się ilości skarg i protestu o szerzeniu przez młodzież uniwersytecką, ma być utworzona w Petersburgu specjalna instytucja sądowa, z zadaniem przedstawiania rozmaitych zarządzeń do rozważenia sprawie z kolegiami. xyxy=(1111,658,1431,740)
entry-text: 19-go b. m. Z pomiędzy otrzymanych przez panią Faure od panujących kondolencji najgłębsze wrażenie wywarła depesza Jego Cesarskiej Mości Najjaśniejszego Pana, wystosowana z Petersburga, po otrzymaniu żałobnej wiadomości. Poseł rosyjski, książę Urusow, otrzymał nadto rozkaz złożenia xyxy=(1787,1453,2107,1535)
poem-line: Zimowe pierzchną ślady. xyxy=(1884,311,2010,322)
columns xyxy=(50,157,1047,1597)
article-paragraph: Obrót walinowy 100 rb. na szkołę rzemieślniczą i na różne wydatki 242 rb., a co z uznaniem podnieść należy, iż z funduszu, obracanego zwykle na poczęstunki, sprawiono bardzo ładną chorągiew cechową. xyxy=(384,837,699,891)
article-paragraph: Niepewność—jakie to wdzięczne, zgrabne, choć zwykłe na oko!... Tak pięknie pocił. xyxy=(1787,385,2107,412)
article-paragraph: Są ludzie, którzy twierdzą, że „gromada to wielka siła"—to prawda! ale żeby ta siła nie była ślepą, potrzebne są do tego warunki i jakieś prawidło kierujące, ale niestety tam i wtedy, gdy idzie o kierunek sprawy. xyxy=(718,1217,1033,1286)
notice-sign: „Bóg zapłać". xyxy=(1887,1156,2008,1178)
poem-line: Lecz niechaj wstrząsną głową swą — xyxy=(1854,297,2041,309)
newspaper-title: GAZETA RADOMSKA. xyxy=(386,108,711,128)
poem-line: Jak im królewicz ślady, xyxy=(1889,284,2005,295)
column-3 xyxy=(1787,157,2107,1597)
notice-text: Czcigodnemu Duchowieństwu, oraz wszystkim, którzy raczyli oddać ostatnią przysługę do miejsca wiecznego spoczynku ś. p. xyxy=(1810,1055,2084,1095)
entry-title: Dowiadujemy się, xyxy=(399,1038,494,1050)
left-page xyxy=(21,29,1076,1626)
entry-title: Na wystawę. xyxy=(1127,802,1202,814)
article-paragraph: nikliwy, lud prosty używa go do odpędzenia natrętnych owadów, które zapachu tego znieść nie mogą. Jak powiadam odpędza, ale nie zabija, a perski proszek to czyni. xyxy=(1111,157,1431,211)
entry-text: grabarz kolei Dąbrowskiej, wynalazł przyrząd do kontrolowania zwrotnic, na który został przywilej na № 9! xyxy=(384,894,700,935)
poem-line: Zwrócone wrócić owocy, ojciec, dziecię, xyxy=(1508,1330,1710,1342)
entry-title: „Trawa Kaźmicza". xyxy=(399,1249,505,1262)
